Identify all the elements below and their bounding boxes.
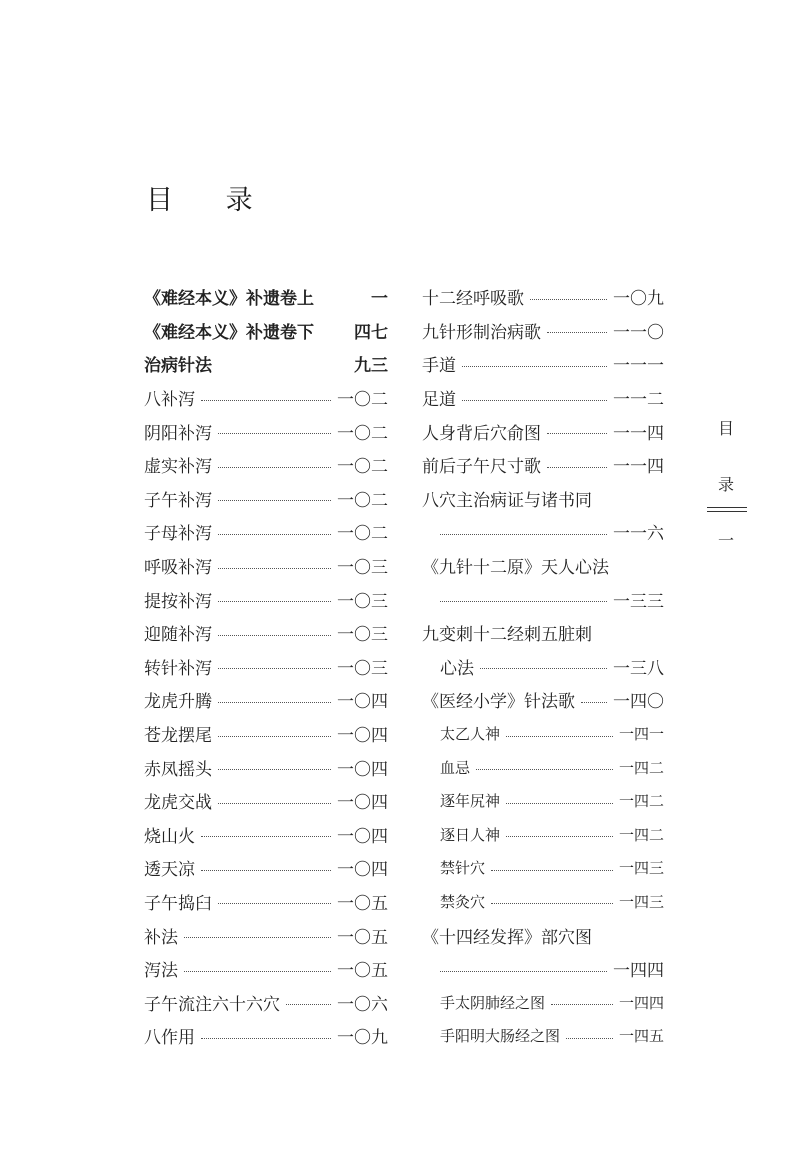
toc-entry-label: 子母补泻 bbox=[144, 524, 212, 545]
toc-entry bbox=[422, 952, 664, 986]
toc-entry bbox=[144, 851, 388, 885]
dot-leader bbox=[440, 533, 607, 535]
toc-entry-label: 提按补泻 bbox=[144, 591, 212, 612]
dot-leader bbox=[476, 768, 613, 770]
toc-entry-label: 子午捣臼 bbox=[144, 893, 212, 914]
toc-entry-label: 转针补泻 bbox=[144, 658, 212, 679]
toc-entry-page: 一三三 bbox=[613, 591, 664, 612]
toc-entry-page: 一〇六 bbox=[337, 994, 388, 1015]
dot-leader bbox=[506, 735, 613, 737]
toc-entry bbox=[422, 482, 664, 516]
toc-entry-label: 虚实补泻 bbox=[144, 457, 212, 478]
toc-entry-label: 八补泻 bbox=[144, 390, 195, 411]
dot-leader bbox=[218, 902, 331, 904]
dot-leader bbox=[218, 466, 331, 468]
toc-entry-page: 一〇二 bbox=[337, 490, 388, 511]
toc-entry-page: 一〇二 bbox=[337, 457, 388, 478]
toc-entry-label: 禁针穴 bbox=[440, 859, 486, 878]
dot-leader bbox=[286, 1003, 331, 1005]
toc-entry bbox=[144, 750, 388, 784]
toc-entry-label: 十二经呼吸歌 bbox=[422, 289, 524, 310]
toc-entry-label: 烧山火 bbox=[144, 826, 195, 847]
dot-leader bbox=[530, 298, 607, 300]
toc-entry bbox=[144, 985, 388, 1019]
dot-leader bbox=[218, 432, 331, 434]
toc-entry-label: 迎随补泻 bbox=[144, 625, 212, 646]
toc-entry-label: 龙虎交战 bbox=[144, 793, 212, 814]
dot-leader bbox=[201, 1037, 331, 1039]
toc-entry bbox=[422, 784, 664, 818]
toc-entry bbox=[422, 818, 664, 852]
dot-leader bbox=[201, 399, 331, 401]
side-tab-char-1: 目 bbox=[717, 419, 734, 438]
toc-entry-label: 泻法 bbox=[144, 961, 178, 982]
toc-entry-page: 一四二 bbox=[618, 825, 664, 844]
toc-entry-page: 一一一 bbox=[613, 356, 664, 377]
dot-leader bbox=[491, 902, 613, 904]
toc-entry bbox=[422, 616, 664, 650]
toc-entry-label: 手太阴肺经之图 bbox=[440, 993, 546, 1012]
dot-leader bbox=[218, 600, 331, 602]
dot-leader bbox=[218, 567, 331, 569]
toc-entry-page: 一〇二 bbox=[337, 524, 388, 545]
toc-entry bbox=[144, 314, 388, 348]
toc-entry-label: 九变刺十二经刺五脏刺 bbox=[422, 625, 592, 646]
toc-entry-page: 一〇四 bbox=[337, 759, 388, 780]
side-tab-divider bbox=[707, 507, 747, 508]
toc-entry-page: 一四三 bbox=[618, 892, 664, 911]
toc-entry bbox=[144, 582, 388, 616]
toc-entry-page: 一〇五 bbox=[337, 893, 388, 914]
dot-leader bbox=[201, 835, 331, 837]
toc-entry-page: 一 bbox=[371, 289, 388, 310]
dot-leader bbox=[218, 499, 331, 501]
toc-entry bbox=[144, 818, 388, 852]
toc-entry-page: 一〇二 bbox=[337, 423, 388, 444]
side-tab-char-2: 录 bbox=[717, 475, 734, 494]
dot-leader bbox=[547, 466, 607, 468]
toc-left-column bbox=[144, 280, 388, 1053]
toc-entry-page: 一〇四 bbox=[337, 793, 388, 814]
toc-entry-page: 一〇四 bbox=[337, 692, 388, 713]
side-tab-divider bbox=[707, 511, 747, 512]
toc-entry bbox=[422, 314, 664, 348]
page-number: 一 bbox=[717, 531, 734, 550]
toc-entry-label: 心法 bbox=[440, 658, 474, 679]
toc-entry-label: 逐日人神 bbox=[440, 825, 501, 844]
toc-entry-page: 一〇四 bbox=[337, 860, 388, 881]
toc-entry-label: 子午补泻 bbox=[144, 490, 212, 511]
toc-entry bbox=[422, 448, 664, 482]
dot-leader bbox=[440, 970, 607, 972]
dot-leader bbox=[462, 365, 607, 367]
toc-entry bbox=[422, 717, 664, 751]
toc-entry bbox=[144, 414, 388, 448]
toc-entry bbox=[144, 482, 388, 516]
toc-entry-label: 八作用 bbox=[144, 1028, 195, 1049]
toc-entry bbox=[144, 683, 388, 717]
toc-entry-page: 一四五 bbox=[618, 1027, 664, 1046]
dot-leader bbox=[462, 399, 607, 401]
toc-entry-label: 补法 bbox=[144, 927, 178, 948]
toc-entry-page: 一一〇 bbox=[613, 322, 664, 343]
toc-entry-page: 一〇五 bbox=[337, 927, 388, 948]
toc-entry-label: 《医经小学》针法歌 bbox=[422, 692, 575, 713]
toc-entry bbox=[144, 347, 388, 381]
dot-leader bbox=[201, 869, 331, 871]
toc-entry-label: 血忌 bbox=[440, 758, 471, 777]
toc-entry bbox=[144, 650, 388, 684]
toc-entry-label: 手道 bbox=[422, 356, 456, 377]
dot-leader bbox=[218, 634, 331, 636]
dot-leader bbox=[184, 970, 331, 972]
toc-entry-page: 一四二 bbox=[618, 758, 664, 777]
dot-leader bbox=[491, 869, 613, 871]
toc-entry-page: 一四三 bbox=[618, 859, 664, 878]
toc-entry bbox=[422, 347, 664, 381]
toc-entry-page: 一四一 bbox=[618, 725, 664, 744]
toc-entry bbox=[422, 918, 664, 952]
toc-entry bbox=[422, 515, 664, 549]
toc-entry bbox=[144, 918, 388, 952]
toc-entry bbox=[422, 650, 664, 684]
toc-entry-page: 一四二 bbox=[618, 792, 664, 811]
toc-entry-label: 透天凉 bbox=[144, 860, 195, 881]
toc-entry-label: 禁灸穴 bbox=[440, 892, 486, 911]
toc-entry-label: 足道 bbox=[422, 390, 456, 411]
toc-entry bbox=[422, 750, 664, 784]
toc-entry-label: 赤凤摇头 bbox=[144, 759, 212, 780]
toc-entry bbox=[422, 582, 664, 616]
dot-leader bbox=[547, 432, 607, 434]
dot-leader bbox=[480, 667, 607, 669]
dot-leader bbox=[551, 1003, 613, 1005]
toc-entry-page: 一〇三 bbox=[337, 558, 388, 579]
toc-entry-page: 一〇四 bbox=[337, 726, 388, 747]
toc-entry-label: 人身背后穴俞图 bbox=[422, 423, 541, 444]
toc-entry bbox=[144, 515, 388, 549]
toc-entry-page: 一〇九 bbox=[613, 289, 664, 310]
toc-entry bbox=[422, 885, 664, 919]
dot-leader bbox=[506, 835, 613, 837]
toc-entry-page: 一〇二 bbox=[337, 390, 388, 411]
dot-leader bbox=[184, 936, 331, 938]
dot-leader bbox=[547, 331, 607, 333]
dot-leader bbox=[218, 533, 331, 535]
toc-entry-page: 一一四 bbox=[613, 457, 664, 478]
toc-entry bbox=[144, 952, 388, 986]
toc-entry-label: 苍龙摆尾 bbox=[144, 726, 212, 747]
toc-entry bbox=[144, 616, 388, 650]
toc-entry-label: 逐年尻神 bbox=[440, 792, 501, 811]
toc-entry-page: 一三八 bbox=[613, 658, 664, 679]
toc-entry-label: 手阳明大肠经之图 bbox=[440, 1027, 561, 1046]
toc-entry-label: 治病针法 bbox=[144, 356, 212, 377]
toc-entry bbox=[422, 1019, 664, 1053]
toc-entry-page: 一〇三 bbox=[337, 625, 388, 646]
toc-entry-label: 龙虎升腾 bbox=[144, 692, 212, 713]
toc-entry-label: 九针形制治病歌 bbox=[422, 322, 541, 343]
toc-entry-label: 呼吸补泻 bbox=[144, 558, 212, 579]
toc-entry-label: 前后子午尺寸歌 bbox=[422, 457, 541, 478]
toc-entry-page: 一〇九 bbox=[337, 1028, 388, 1049]
toc-entry-page: 一一六 bbox=[613, 524, 664, 545]
toc-entry bbox=[144, 1019, 388, 1053]
toc-entry-label: 阴阳补泻 bbox=[144, 423, 212, 444]
toc-entry bbox=[144, 549, 388, 583]
dot-leader bbox=[566, 1037, 613, 1039]
dot-leader bbox=[218, 802, 331, 804]
toc-entry bbox=[422, 985, 664, 1019]
toc-entry-page: 四七 bbox=[354, 322, 388, 343]
toc-entry bbox=[422, 549, 664, 583]
toc-entry-label: 子午流注六十六穴 bbox=[144, 994, 280, 1015]
toc-entry bbox=[144, 448, 388, 482]
toc-entry bbox=[144, 784, 388, 818]
toc-entry-page: 一〇四 bbox=[337, 826, 388, 847]
toc-entry bbox=[422, 683, 664, 717]
toc-entry-page: 一一二 bbox=[613, 390, 664, 411]
dot-leader bbox=[218, 735, 331, 737]
toc-entry-page: 一一四 bbox=[613, 423, 664, 444]
page-title: 目 录 bbox=[146, 185, 275, 216]
dot-leader bbox=[218, 768, 331, 770]
dot-leader bbox=[218, 701, 331, 703]
toc-entry-page: 一〇三 bbox=[337, 658, 388, 679]
dot-leader bbox=[440, 600, 607, 602]
toc-entry bbox=[144, 717, 388, 751]
toc-entry bbox=[422, 414, 664, 448]
toc-entry-page: 九三 bbox=[354, 356, 388, 377]
toc-entry-label: 太乙人神 bbox=[440, 725, 501, 744]
toc-entry-page: 一〇五 bbox=[337, 961, 388, 982]
toc-entry-label: 《九针十二原》天人心法 bbox=[422, 558, 609, 579]
toc-entry bbox=[422, 280, 664, 314]
toc-entry-label: 八穴主治病证与诸书同 bbox=[422, 490, 592, 511]
toc-entry bbox=[144, 280, 388, 314]
toc-entry-label: 《十四经发挥》部穴图 bbox=[422, 927, 592, 948]
toc-entry-page: 一四四 bbox=[613, 961, 664, 982]
dot-leader bbox=[506, 802, 613, 804]
toc-entry bbox=[144, 381, 388, 415]
toc-entry bbox=[422, 381, 664, 415]
toc-entry-page: 一〇三 bbox=[337, 591, 388, 612]
toc-entry-page: 一四〇 bbox=[613, 692, 664, 713]
dot-leader bbox=[581, 701, 607, 703]
toc-entry bbox=[144, 885, 388, 919]
dot-leader bbox=[218, 667, 331, 669]
toc-entry bbox=[422, 851, 664, 885]
toc-right-column bbox=[422, 280, 664, 1053]
toc-entry-label: 《难经本义》补遗卷下 bbox=[144, 322, 314, 343]
toc-entry-label: 《难经本义》补遗卷上 bbox=[144, 289, 314, 310]
toc-entry-page: 一四四 bbox=[618, 993, 664, 1012]
